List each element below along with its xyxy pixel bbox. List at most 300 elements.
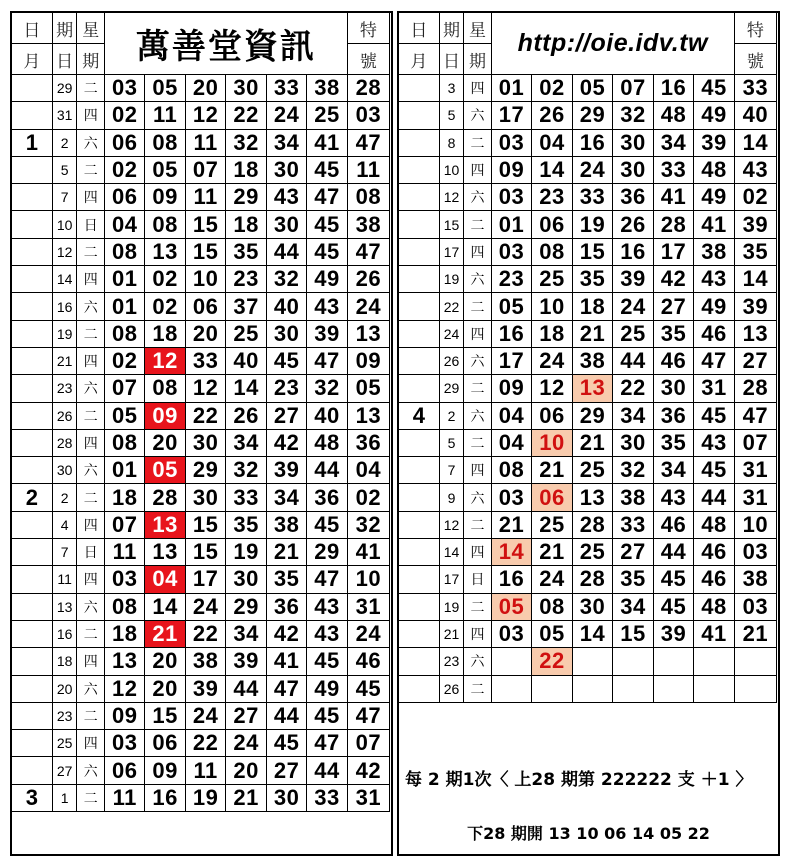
weekday-cell: 四 [77,347,105,374]
number-cell: 05 [145,156,185,183]
number-cell: 20 [185,320,225,347]
number-cell: 38 [307,75,347,102]
day-cell: 8 [439,129,464,156]
draw-row [12,484,390,511]
number-cell: 45 [266,347,306,374]
weekday-cell: 二 [77,75,105,102]
number-cell: 34 [266,484,306,511]
special-number-cell: 39 [734,211,776,238]
draw-row [12,102,390,129]
weekday-cell: 二 [464,511,491,538]
special-number-cell: 14 [734,266,776,293]
day-cell: 12 [439,511,464,538]
number-cell: 47 [266,675,306,702]
special-number-cell: 31 [347,784,389,811]
weekday-cell: 二 [464,675,491,702]
number-cell [653,648,694,675]
special-number-cell: 39 [734,293,776,320]
month-cell [12,75,53,102]
number-cell: 08 [104,429,144,456]
number-cell: 09 [104,702,144,729]
day-cell: 2 [52,129,77,156]
header-special-2: 號 [734,44,776,75]
number-cell: 04 [491,429,532,456]
month-cell [12,511,53,538]
number-cell: 45 [307,211,347,238]
number-cell: 25 [532,266,573,293]
number-cell: 03 [491,484,532,511]
draw-row [12,539,390,566]
number-cell: 07 [104,375,144,402]
number-cell: 25 [307,102,347,129]
number-cell: 06 [185,293,225,320]
number-cell: 33 [226,484,266,511]
number-cell: 32 [307,375,347,402]
number-cell: 35 [226,238,266,265]
draw-row [399,347,777,374]
number-cell: 43 [307,593,347,620]
weekday-cell: 四 [464,620,491,647]
month-cell [399,238,440,265]
number-cell: 30 [653,375,694,402]
number-cell: 28 [145,484,185,511]
draw-row [399,375,777,402]
draw-row [12,266,390,293]
header-row-top [399,13,777,44]
number-cell [694,648,735,675]
month-cell [12,457,53,484]
number-cell [613,648,654,675]
number-cell: 16 [491,566,532,593]
number-cell: 18 [226,156,266,183]
number-cell: 30 [226,75,266,102]
number-cell: 06 [104,757,144,784]
month-cell [399,102,440,129]
number-cell: 03 [104,75,144,102]
special-number-cell: 47 [347,238,389,265]
number-cell: 24 [572,156,613,183]
draw-row [12,593,390,620]
number-cell: 45 [694,457,735,484]
number-cell: 17 [653,238,694,265]
draw-row [399,293,777,320]
weekday-cell: 四 [464,156,491,183]
number-cell: 01 [104,293,144,320]
number-cell [572,675,613,702]
number-cell: 47 [307,184,347,211]
number-cell: 42 [266,429,306,456]
month-cell [399,156,440,183]
weekday-cell: 二 [464,593,491,620]
day-cell: 20 [52,675,77,702]
month-cell [399,429,440,456]
day-cell: 16 [52,620,77,647]
number-cell: 16 [653,75,694,102]
number-cell: 15 [613,620,654,647]
draw-row [399,457,777,484]
day-cell: 21 [439,620,464,647]
header-special: 特 [734,13,776,44]
special-number-cell: 28 [734,375,776,402]
month-cell [399,293,440,320]
weekday-cell: 六 [464,402,491,429]
number-cell: 38 [185,648,225,675]
number-cell: 02 [104,156,144,183]
draw-row [399,566,777,593]
weekday-cell: 六 [464,347,491,374]
month-cell [12,402,53,429]
header-weekday-2: 期 [77,44,105,75]
number-cell: 43 [307,293,347,320]
draw-row [399,75,777,102]
number-cell: 25 [532,511,573,538]
draw-row [12,511,390,538]
special-number-cell: 42 [347,757,389,784]
month-cell: 2 [12,484,53,511]
number-cell: 25 [572,457,613,484]
weekday-cell: 六 [77,593,105,620]
day-cell: 7 [52,184,77,211]
number-cell: 06 [145,730,185,757]
day-cell: 9 [439,484,464,511]
number-cell: 22 [185,620,225,647]
draw-row [12,784,390,811]
number-cell: 13 [104,648,144,675]
number-cell: 11 [185,757,225,784]
special-number-cell: 38 [734,566,776,593]
month-cell [399,566,440,593]
weekday-cell: 六 [77,293,105,320]
number-cell: 30 [613,429,654,456]
weekday-cell: 六 [464,484,491,511]
number-cell: 15 [185,238,225,265]
month-cell [399,320,440,347]
day-cell: 19 [439,266,464,293]
month-cell [399,539,440,566]
number-cell: 10 [532,293,573,320]
month-cell [12,730,53,757]
number-cell: 32 [266,266,306,293]
weekday-cell: 二 [77,784,105,811]
day-cell: 5 [439,429,464,456]
number-cell: 41 [266,648,306,675]
left-panel [10,11,393,856]
number-cell: 21 [226,784,266,811]
day-cell: 12 [52,238,77,265]
number-cell: 05 [145,457,185,484]
number-cell: 03 [104,730,144,757]
day-cell: 2 [439,402,464,429]
number-cell: 49 [694,102,735,129]
number-cell: 45 [266,730,306,757]
number-cell: 24 [532,566,573,593]
number-cell: 49 [307,675,347,702]
number-cell: 47 [307,347,347,374]
number-cell: 23 [266,375,306,402]
number-cell: 33 [613,511,654,538]
number-cell: 27 [266,402,306,429]
weekday-cell: 四 [77,566,105,593]
number-cell: 34 [266,129,306,156]
draw-row [12,429,390,456]
number-cell: 10 [532,429,573,456]
number-cell: 28 [653,211,694,238]
day-cell: 26 [439,347,464,374]
number-cell: 49 [694,184,735,211]
day-cell: 29 [52,75,77,102]
day-cell: 14 [439,539,464,566]
day-cell: 26 [52,402,77,429]
number-cell: 08 [145,211,185,238]
number-cell: 21 [572,429,613,456]
month-cell [12,211,53,238]
number-cell [653,675,694,702]
number-cell: 43 [694,266,735,293]
number-cell: 17 [185,566,225,593]
day-cell: 19 [439,593,464,620]
draw-row [12,402,390,429]
special-number-cell: 32 [347,511,389,538]
month-cell [12,102,53,129]
weekday-cell: 四 [464,457,491,484]
draw-row [12,238,390,265]
number-cell: 23 [532,184,573,211]
month-cell [12,539,53,566]
number-cell: 19 [226,539,266,566]
number-cell: 38 [694,238,735,265]
month-cell [12,238,53,265]
number-cell: 02 [104,347,144,374]
number-cell [694,675,735,702]
day-cell: 16 [52,293,77,320]
weekday-cell: 四 [77,511,105,538]
special-number-cell: 03 [734,593,776,620]
header-special: 特 [347,13,389,44]
weekday-cell: 四 [464,539,491,566]
month-cell [12,184,53,211]
month-cell [399,347,440,374]
number-cell: 20 [145,648,185,675]
number-cell: 44 [653,539,694,566]
special-number-cell: 40 [734,102,776,129]
number-cell: 30 [185,429,225,456]
number-cell [491,648,532,675]
draw-row [399,156,777,183]
number-cell: 21 [145,620,185,647]
number-cell: 04 [104,211,144,238]
number-cell: 11 [185,129,225,156]
number-cell: 34 [653,129,694,156]
number-cell: 45 [307,702,347,729]
weekday-cell: 四 [77,429,105,456]
day-cell: 1 [52,784,77,811]
number-cell [491,675,532,702]
weekday-cell: 六 [464,102,491,129]
number-cell: 03 [491,620,532,647]
number-cell: 45 [653,593,694,620]
month-cell [399,211,440,238]
number-cell: 21 [532,539,573,566]
number-cell: 30 [266,156,306,183]
number-cell: 49 [307,266,347,293]
number-cell: 39 [613,266,654,293]
number-cell: 36 [266,593,306,620]
number-cell: 02 [532,75,573,102]
number-cell: 38 [572,347,613,374]
weekday-cell: 六 [77,129,105,156]
number-cell: 27 [653,293,694,320]
number-cell: 21 [266,539,306,566]
number-cell: 46 [694,320,735,347]
number-cell: 20 [145,429,185,456]
number-cell: 13 [145,539,185,566]
special-number-cell: 27 [734,347,776,374]
header-weekday: 星 [464,13,491,44]
number-cell: 34 [653,457,694,484]
number-cell: 22 [185,730,225,757]
number-cell: 21 [572,320,613,347]
number-cell: 25 [572,539,613,566]
number-cell: 40 [266,293,306,320]
weekday-cell: 四 [464,238,491,265]
day-cell: 30 [52,457,77,484]
special-number-cell: 41 [347,539,389,566]
number-cell: 25 [226,320,266,347]
month-cell [399,620,440,647]
month-cell [399,184,440,211]
day-cell: 17 [439,238,464,265]
number-cell: 06 [532,211,573,238]
special-number-cell: 24 [347,620,389,647]
month-cell [12,648,53,675]
number-cell: 36 [613,184,654,211]
number-cell: 05 [491,293,532,320]
month-cell [12,702,53,729]
page-title: 萬善堂資訊 [104,13,347,75]
weekday-cell: 二 [77,484,105,511]
number-cell: 47 [307,730,347,757]
number-cell: 18 [532,320,573,347]
number-cell: 08 [145,375,185,402]
header-day: 期 [439,13,464,44]
special-number-cell: 02 [347,484,389,511]
day-cell: 27 [52,757,77,784]
day-cell: 11 [52,566,77,593]
day-cell: 13 [52,593,77,620]
header-row-top [12,13,390,44]
month-cell: 1 [12,129,53,156]
number-cell: 38 [266,511,306,538]
number-cell [532,675,573,702]
number-cell: 34 [226,620,266,647]
month-cell [399,266,440,293]
number-cell: 18 [572,293,613,320]
draw-row [399,211,777,238]
number-cell: 32 [613,102,654,129]
number-cell: 24 [185,593,225,620]
number-cell: 26 [613,211,654,238]
draw-row [399,184,777,211]
day-cell: 23 [52,375,77,402]
day-cell: 3 [439,75,464,102]
number-cell: 04 [491,402,532,429]
month-cell [399,129,440,156]
number-cell: 34 [613,593,654,620]
number-cell: 18 [226,211,266,238]
day-cell: 5 [52,156,77,183]
draw-row [12,457,390,484]
special-number-cell: 13 [347,320,389,347]
number-cell: 34 [613,402,654,429]
number-cell: 33 [572,184,613,211]
month-cell [12,347,53,374]
number-cell: 05 [145,75,185,102]
draw-row [12,620,390,647]
number-cell: 34 [226,429,266,456]
number-cell: 03 [491,184,532,211]
number-cell: 39 [307,320,347,347]
number-cell: 01 [104,266,144,293]
draw-row [399,539,777,566]
day-cell: 4 [52,511,77,538]
weekday-cell: 四 [77,730,105,757]
site-url: http://oie.idv.tw [491,13,734,75]
draw-row [12,675,390,702]
special-number-cell: 43 [734,156,776,183]
number-cell: 14 [572,620,613,647]
number-cell: 30 [572,593,613,620]
number-cell: 48 [307,429,347,456]
month-cell [12,156,53,183]
header-weekday-2: 期 [464,44,491,75]
number-cell: 08 [104,320,144,347]
number-cell: 07 [104,511,144,538]
month-cell [12,320,53,347]
number-cell: 27 [613,539,654,566]
day-cell: 15 [439,211,464,238]
draw-row [399,129,777,156]
number-cell: 07 [613,75,654,102]
special-number-cell: 24 [347,293,389,320]
draw-row [12,566,390,593]
draw-row [12,347,390,374]
number-cell: 04 [145,566,185,593]
number-cell: 44 [613,347,654,374]
special-number-cell: 47 [734,402,776,429]
number-cell: 09 [145,402,185,429]
day-cell: 2 [52,484,77,511]
number-cell: 32 [226,457,266,484]
number-cell: 35 [653,429,694,456]
number-cell: 16 [145,784,185,811]
special-number-cell: 28 [347,75,389,102]
special-number-cell: 26 [347,266,389,293]
number-cell: 09 [145,757,185,784]
draw-row [399,675,777,702]
number-cell: 23 [491,266,532,293]
number-cell: 13 [572,484,613,511]
number-cell: 08 [532,238,573,265]
day-cell: 18 [52,648,77,675]
day-cell: 7 [52,539,77,566]
number-cell: 44 [307,757,347,784]
number-cell: 45 [694,402,735,429]
number-cell: 02 [104,102,144,129]
header-month-2: 月 [12,44,53,75]
month-cell [12,757,53,784]
number-cell: 11 [104,784,144,811]
day-cell: 24 [439,320,464,347]
